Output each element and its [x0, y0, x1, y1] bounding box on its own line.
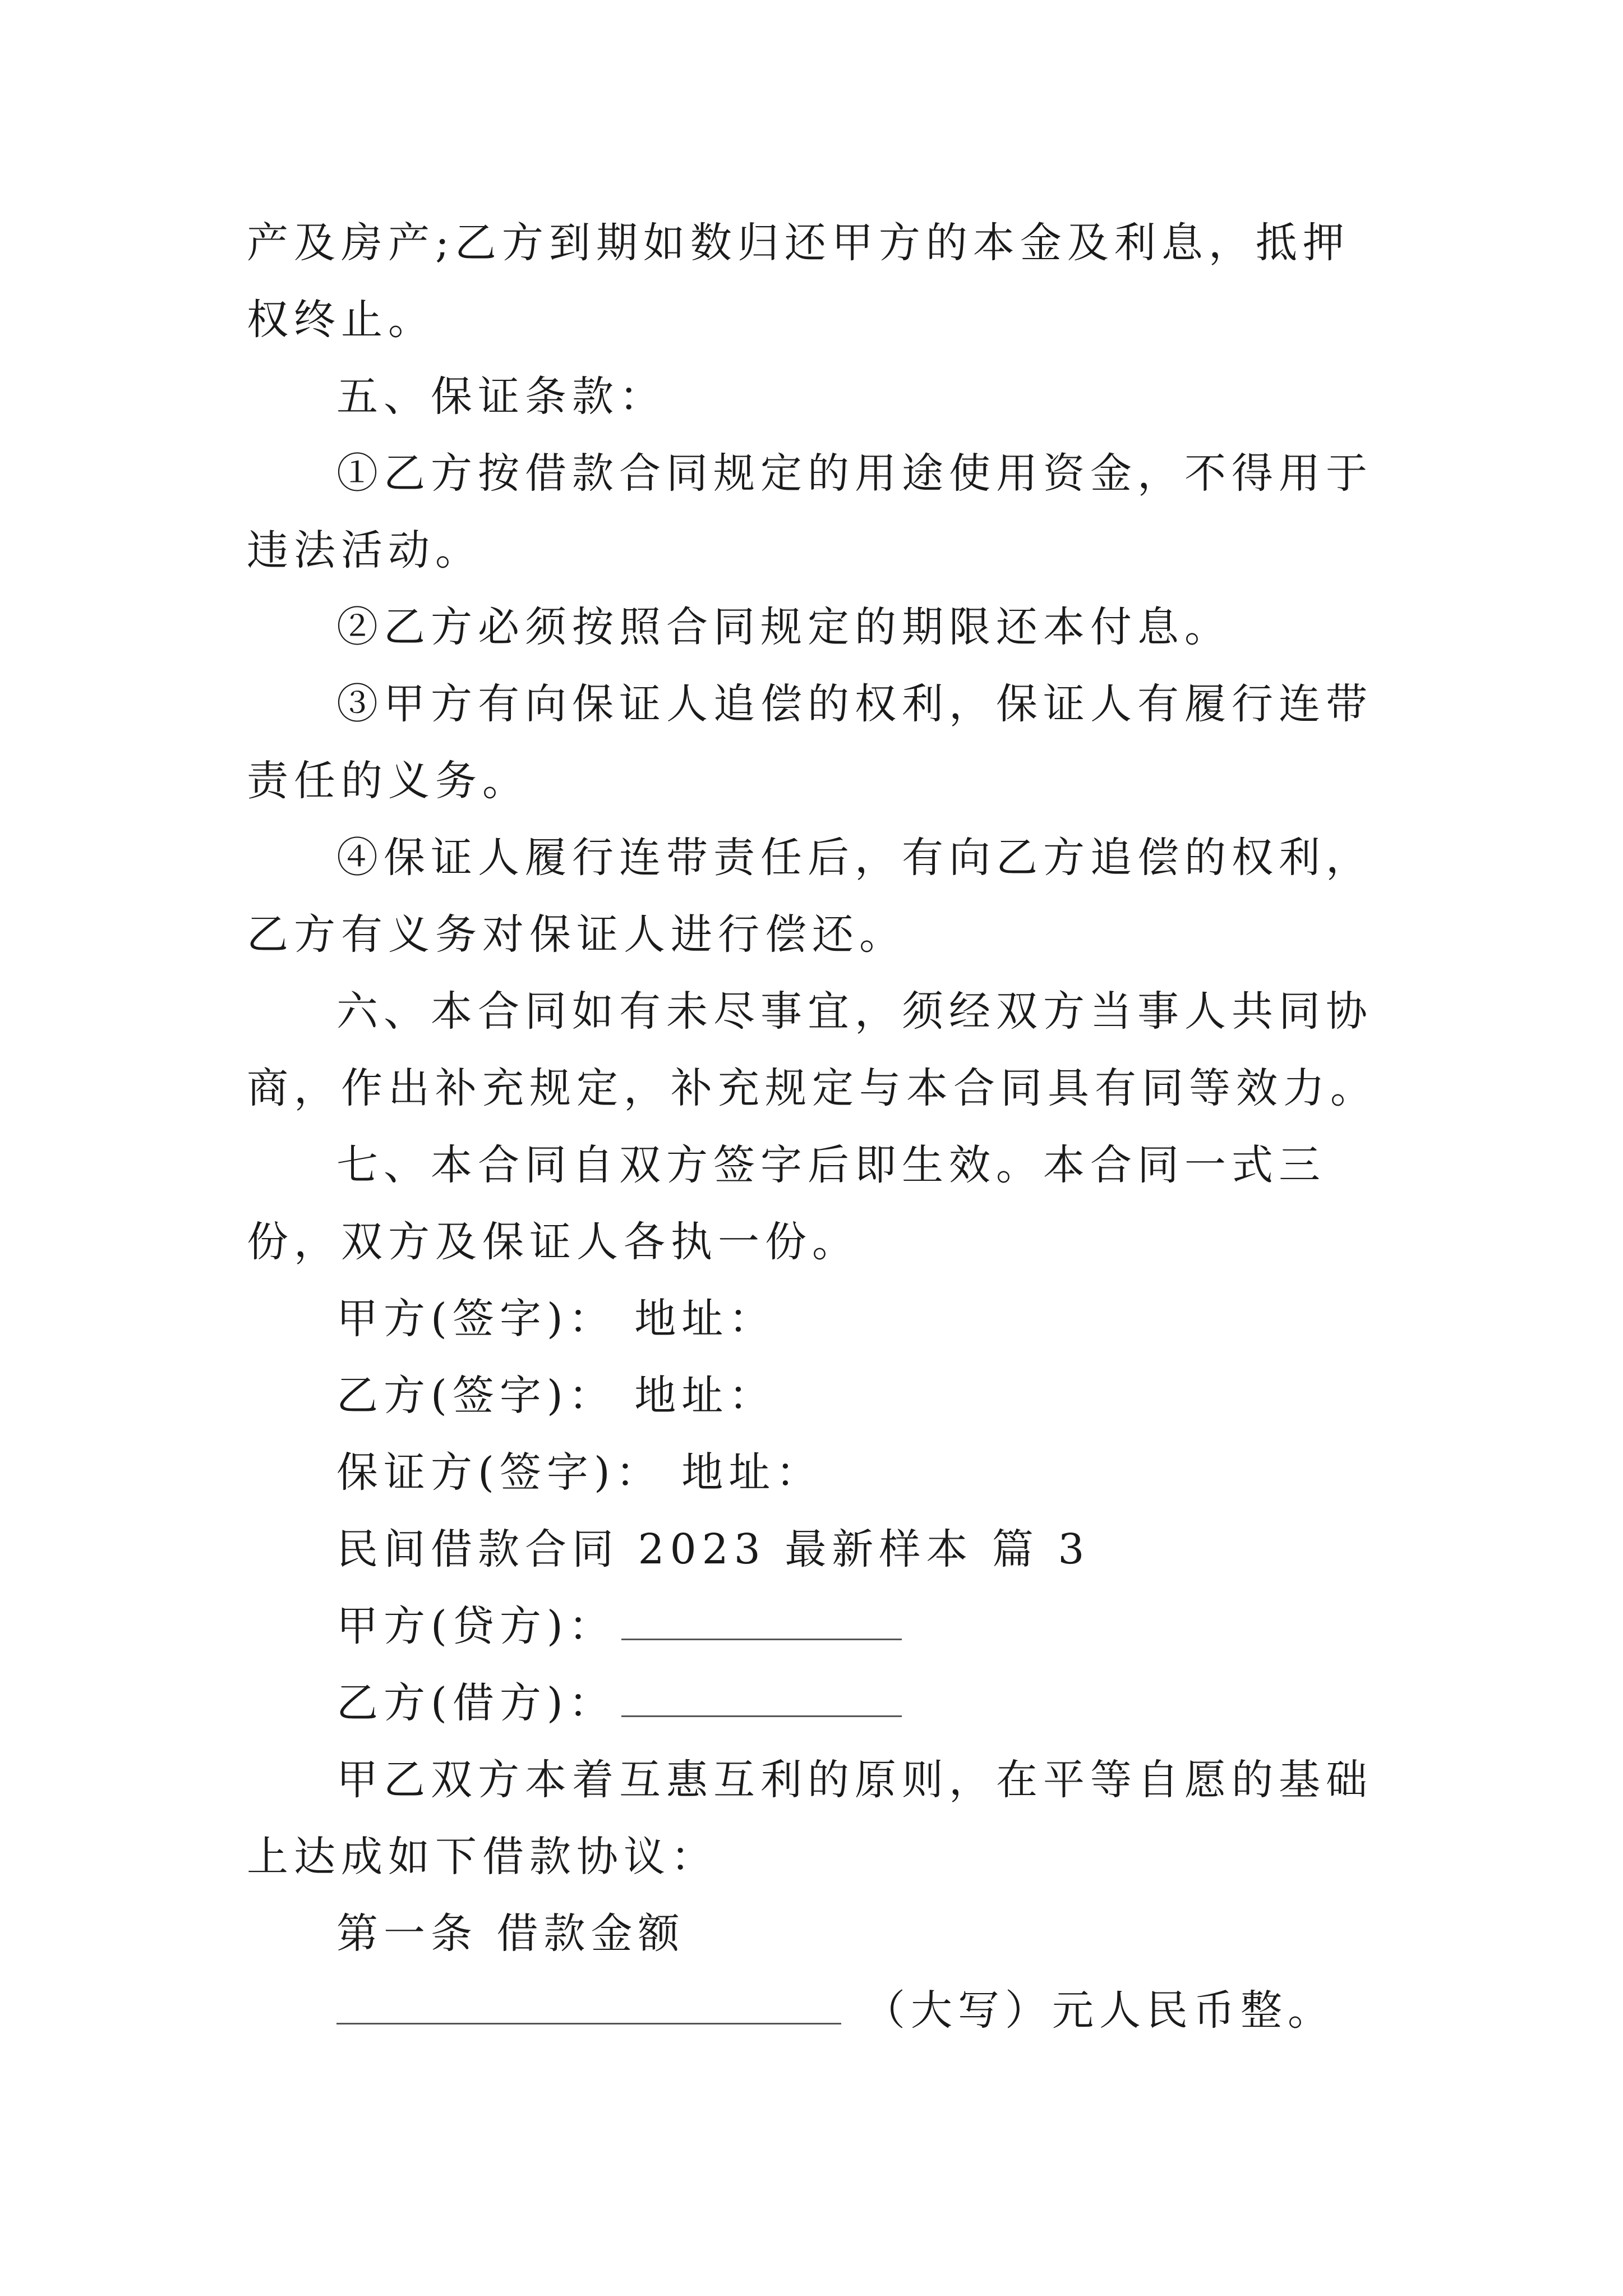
- article-7: 七、本合同自双方签字后即生效。本合同一式三份，双方及保证人各执一份。: [247, 1141, 1326, 1266]
- borrower-label: 乙方(借方)：: [336, 1679, 616, 1727]
- amount-line: [336, 1972, 1380, 2049]
- guarantor-label: 保证方(签字)：: [336, 1448, 663, 1497]
- clause-2: ②乙方必须按照合同规定的期限还本付息。: [336, 603, 1232, 651]
- party-a-address-label: 地址：: [634, 1295, 776, 1343]
- clause-1: ①乙方按借款合同规定的用途使用资金，不得用于违法活动。: [247, 449, 1373, 574]
- party-b-label: 乙方(签字)：: [336, 1372, 616, 1420]
- heading-guarantee-clauses: 五、保证条款：: [336, 372, 666, 421]
- clause-3: ③甲方有向保证人追偿的权利，保证人有履行连带责任的义务。: [247, 680, 1373, 805]
- lender-line: [336, 1588, 1380, 1665]
- signature-party-a: [336, 1281, 1380, 1358]
- guarantor-address-label: 地址：: [681, 1448, 823, 1497]
- party-a-label: 甲方(签字)：: [336, 1295, 616, 1343]
- amount-suffix: （大写）元人民币整。: [864, 1986, 1335, 2035]
- lender-blank: [621, 1605, 902, 1640]
- article-6: 六、本合同如有未尽事宜，须经双方当事人共同协商，作出补充规定，补充规定与本合同具有同等效力。: [247, 987, 1377, 1112]
- clause-4: ④保证人履行连带责任后，有向乙方追偿的权利，乙方有义务对保证人进行偿还。: [247, 834, 1373, 959]
- amount-blank: [336, 1989, 841, 2024]
- signature-guarantor: [336, 1434, 1380, 1511]
- paragraph-mortgage-end: 产及房产;乙方到期如数归还甲方的本金及利息，抵押权终止。: [247, 219, 1350, 344]
- borrower-blank: [621, 1682, 902, 1717]
- borrower-line: [336, 1665, 1380, 1742]
- party-b-address-label: 地址：: [634, 1372, 776, 1420]
- agreement-intro: 甲乙双方本着互惠互利的原则，在平等自愿的基础上达成如下借款协议：: [247, 1756, 1373, 1881]
- article-1-title: 第一条 借款金额: [336, 1910, 685, 1958]
- signature-party-b: [336, 1358, 1380, 1434]
- lender-label: 甲方(贷方)：: [336, 1602, 616, 1650]
- section-3-heading: 民间借款合同 2023 最新样本 篇 3: [336, 1525, 1090, 1573]
- document-body: [247, 205, 1380, 2049]
